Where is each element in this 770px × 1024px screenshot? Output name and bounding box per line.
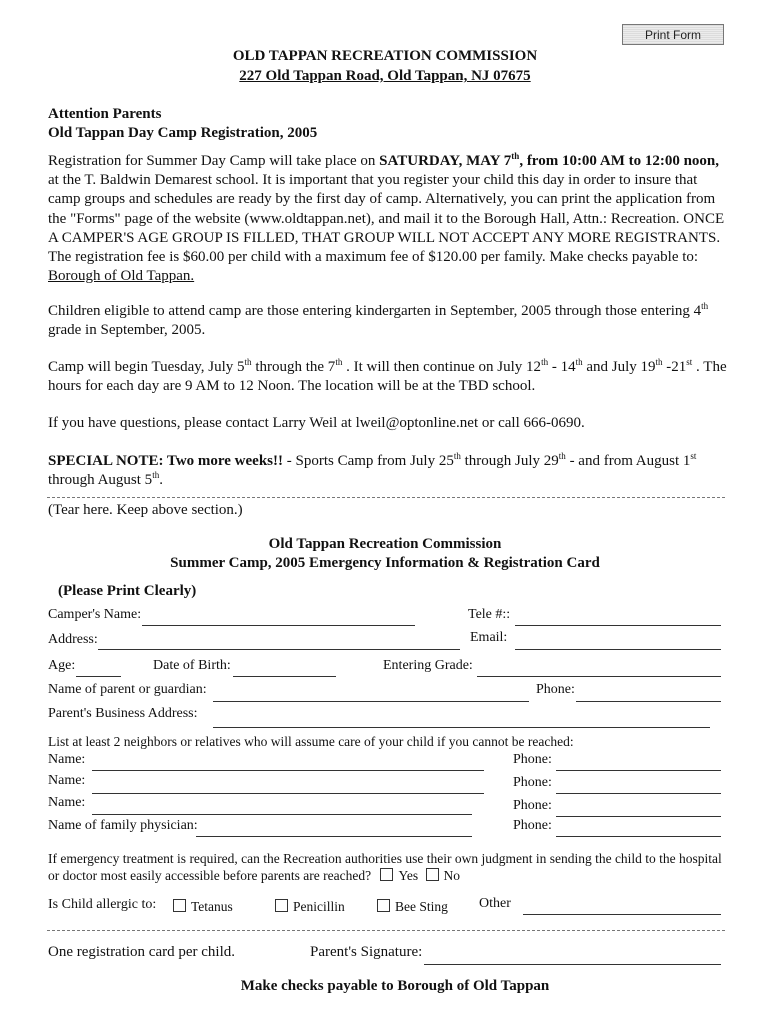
parent-name-label: Name of parent or guardian:	[48, 682, 207, 697]
neighbor-1-name-field[interactable]	[92, 770, 484, 771]
parent-business-label: Parent's Business Address:	[48, 706, 198, 721]
neighbor-3-name-label: Name:	[48, 795, 86, 810]
registration-title: Old Tappan Day Camp Registration, 2005	[48, 125, 318, 141]
divider-line	[47, 930, 725, 931]
neighbor-3-name-field[interactable]	[92, 814, 472, 815]
signature-field[interactable]	[424, 964, 721, 965]
neighbor-2-name-field[interactable]	[92, 793, 484, 794]
signature-label: Parent's Signature:	[310, 944, 423, 960]
yes-checkbox[interactable]	[380, 868, 393, 881]
entering-grade-field[interactable]	[477, 676, 721, 677]
tear-line	[47, 497, 725, 498]
schedule-paragraph: Camp will begin Tuesday, July 5th through the 7th . It will then continue on July 12th - 14th and July 19th -21st . The hours for each day are 9 AM to 12 Noon. The location will be at the TBD school.	[48, 357, 727, 395]
parent-name-field[interactable]	[213, 701, 529, 702]
dob-field[interactable]	[233, 676, 336, 677]
print-form-button[interactable]: Print Form	[622, 24, 724, 45]
bee-sting-option[interactable]: Bee Sting	[377, 899, 448, 915]
card-org: Old Tappan Recreation Commission	[268, 536, 502, 552]
physician-phone-field[interactable]	[556, 836, 721, 837]
neighbor-2-name-label: Name:	[48, 773, 86, 788]
parent-phone-field[interactable]	[576, 701, 721, 702]
penicillin-option[interactable]: Penicillin	[275, 899, 345, 915]
tele-label: Tele #::	[468, 607, 511, 622]
other-label: Other	[479, 896, 511, 911]
emergency-question: If emergency treatment is required, can the Recreation authorities use their own judgment in sending the child to the hospital or doctor most easily accessible before parents are reached? Yes No	[48, 851, 722, 883]
attention-heading: Attention Parents	[48, 106, 162, 122]
penicillin-checkbox[interactable]	[275, 899, 288, 912]
contact-paragraph: If you have questions, please contact Larry Weil at lweil@optonline.net or call 666-0690.	[48, 415, 585, 431]
tetanus-option[interactable]: Tetanus	[173, 899, 233, 915]
physician-field[interactable]	[196, 836, 472, 837]
neighbor-3-phone-field[interactable]	[556, 816, 721, 817]
print-clearly-note: (Please Print Clearly)	[58, 583, 197, 599]
physician-phone-label: Phone:	[513, 818, 552, 833]
parent-business-field[interactable]	[213, 727, 710, 728]
campers-name-label: Camper's Name:	[48, 607, 142, 622]
neighbor-1-phone-label: Phone:	[513, 752, 552, 767]
neighbor-3-phone-label: Phone:	[513, 798, 552, 813]
age-field[interactable]	[76, 676, 121, 677]
age-label: Age:	[48, 658, 76, 673]
dob-label: Date of Birth:	[153, 658, 231, 673]
neighbor-1-name-label: Name:	[48, 752, 86, 767]
entering-grade-label: Entering Grade:	[383, 658, 473, 673]
allergic-label: Is Child allergic to:	[48, 897, 157, 912]
neighbors-intro: List at least 2 neighbors or relatives who will assume care of your child if you cannot be reached:	[48, 734, 574, 749]
campers-name-field[interactable]	[142, 625, 415, 626]
neighbor-1-phone-field[interactable]	[556, 770, 721, 771]
tetanus-checkbox[interactable]	[173, 899, 186, 912]
checks-payable-footer: Make checks payable to Borough of Old Tappan	[240, 978, 550, 994]
address-field[interactable]	[98, 649, 460, 650]
special-note-paragraph: SPECIAL NOTE: Two more weeks!! - Sports Camp from July 25th through July 29th - and from August 1st through August 5th.	[48, 451, 697, 489]
neighbor-2-phone-label: Phone:	[513, 775, 552, 790]
email-field[interactable]	[515, 649, 721, 650]
email-label: Email:	[470, 630, 508, 645]
eligibility-paragraph: Children eligible to attend camp are those entering kindergarten in September, 2005 through those entering 4th grade in September, 2005.	[48, 301, 709, 339]
card-title: Summer Camp, 2005 Emergency Information & Registration Card	[170, 555, 600, 571]
org-address: 227 Old Tappan Road, Old Tappan, NJ 07675	[239, 68, 531, 84]
tele-field[interactable]	[515, 625, 721, 626]
registration-paragraph: Registration for Summer Day Camp will take place on SATURDAY, MAY 7th, from 10:00 AM to 12:00 noon, at the T. Baldwin Demarest school. It is important that you register your child this day in order to insure that camp groups and schedules are ready by the first day of camp. Alternatively, you can print the application from the "Forms" page of the website (www.oldtappan.net), and mail it to the Borough Hall, Attn.: Recreation. ONCE A CAMPER'S AGE GROUP IS FILLED, THAT GROUP WILL NOT ACCEPT ANY MORE REGISTRANTS. The registration fee is $60.00 per child with a maximum fee of $120.00 per family. Make checks payable to: Borough of Old Tappan.	[48, 151, 725, 285]
tear-instruction: (Tear here. Keep above section.)	[48, 502, 243, 518]
org-title: OLD TAPPAN RECREATION COMMISSION	[232, 48, 538, 64]
address-label: Address:	[48, 632, 98, 647]
one-card-note: One registration card per child.	[48, 944, 236, 960]
other-allergy-field[interactable]	[523, 914, 721, 915]
parent-phone-label: Phone:	[536, 682, 575, 697]
bee-sting-checkbox[interactable]	[377, 899, 390, 912]
no-checkbox[interactable]	[426, 868, 439, 881]
neighbor-2-phone-field[interactable]	[556, 793, 721, 794]
physician-label: Name of family physician:	[48, 818, 198, 833]
